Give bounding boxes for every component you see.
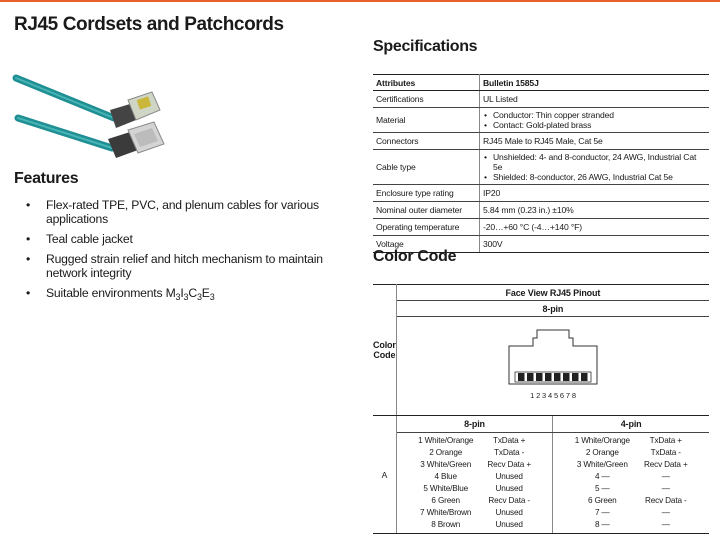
attribute-cell: Cable type [373,150,480,185]
pin-numbers-label: 1 2 3 4 5 6 7 8 [530,391,576,400]
signal-column: TxData + TxData - Recv Data + Unused Unused Recv Data - Unused Unused [487,436,531,529]
specifications-table [373,74,709,253]
feature-item: • Rugged strain relief and hitch mechanism to maintain network integrity [22,252,342,280]
value-cell: 300V [480,236,710,253]
value-cell: 5.84 mm (0.23 in.) ±10% [480,202,710,219]
specifications-heading: Specifications [373,38,478,55]
env-code: $C_3$ [188,286,202,302]
table-row [373,202,709,219]
feature-item-environments [22,286,342,304]
env-code: $E_3$ [201,286,215,302]
column-header: Bulletin 1585J [480,75,710,91]
cable-product-image [10,42,170,172]
features-heading: Features [14,170,79,187]
table-row [373,219,709,236]
table-row [373,133,709,150]
color-code-heading: Color Code [373,248,457,265]
eight-pin-wiring [396,433,553,534]
value-list-item: • Shielded: 8-conductor, 26 AWG, Industrial Cat 5e [483,172,707,182]
attribute-cell: Enclosure type rating [373,185,480,202]
value-cell: UL Listed [480,91,710,108]
environments-label: Suitable environments [46,286,166,300]
value-cell [480,108,710,133]
table-row [373,91,709,108]
value-cell: RJ45 Male to RJ45 Male, Cat 5e [480,133,710,150]
attribute-cell: Connectors [373,133,480,150]
feature-item: • Teal cable jacket [22,232,342,246]
attribute-cell: Material [373,108,480,133]
features-list [22,198,342,310]
attribute-cell: Nominal outer diameter [373,202,480,219]
table-row [373,185,709,202]
table-row [373,285,709,301]
value-list-item: • Conductor: Thin copper stranded [483,110,707,120]
attribute-cell: Operating temperature [373,219,480,236]
value-cell: IP20 [480,185,710,202]
value-cell [480,150,710,185]
code-letter: A [373,416,396,534]
table-row [373,416,709,433]
table-row [373,317,709,416]
table-row [373,108,709,133]
face-view-title: Face View RJ45 Pinout [396,285,709,301]
table-header-row [373,75,709,91]
signal-column: TxData + TxData - Recv Data + — — Recv Data - — — [643,436,688,529]
env-code: $I_3$ [180,286,189,302]
column-header: Attributes [373,75,480,91]
table-row [373,301,709,317]
value-list-item: • Unshielded: 4- and 8-conductor, 24 AWG, Industrial Cat 5e [483,152,707,172]
attribute-cell: Certifications [373,91,480,108]
four-pin-wiring [553,433,709,534]
table-row [373,150,709,185]
rj45-face-diagram [503,326,603,406]
face-view-subtitle: 8-pin [396,301,709,317]
page-title: RJ45 Cordsets and Patchcords [14,14,284,35]
value-cell: -20…+60 °C (-4…+140 °F) [480,219,710,236]
attribute-cell: Voltage [373,236,480,253]
row-label: Color Code [373,285,396,416]
feature-item: • Flex-rated TPE, PVC, and plenum cables for various applications [22,198,342,226]
table-row [373,433,709,534]
four-pin-header: 4-pin [553,416,709,433]
env-code: $M_3$ [165,286,181,302]
eight-pin-header: 8-pin [396,416,553,433]
pinout-diagram-cell [396,317,709,416]
color-code-table [373,284,709,534]
value-list-item: • Contact: Gold-plated brass [483,120,707,130]
wire-color-column: 1 White/Orange 2 Orange 3 White/Green 4 — 5 — 6 Green 7 — 8 — [574,436,630,529]
wire-color-column: 1 White/Orange 2 Orange 3 White/Green 4 Blue 5 White/Blue 6 Green 7 White/Brown 8 Brown [418,436,474,529]
top-accent-bar [0,0,720,2]
